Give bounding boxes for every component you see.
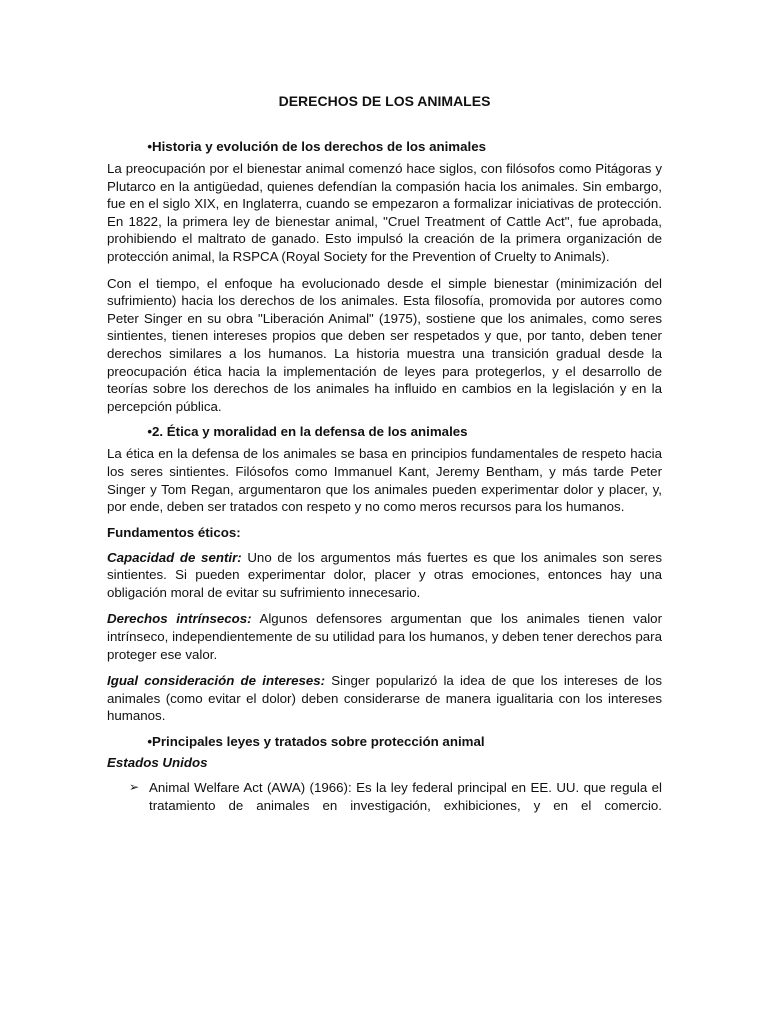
subheading-estados-unidos: Estados Unidos (107, 755, 208, 771)
section-heading-ethics (107, 424, 662, 439)
section-heading-history (107, 139, 662, 154)
page-title: DERECHOS DE LOS ANIMALES (278, 93, 491, 109)
term-text: Algunos defensores argumentan que los animales tienen valor intrínseco, independientemente de su utilidad para los humanos, y deben tener derechos para proteger ese valor. (107, 611, 662, 662)
term-igual-consideracion: Igual consideración de intereses: (107, 673, 326, 689)
bullet-icon: • (147, 734, 152, 750)
list-item-awa (107, 779, 662, 814)
paragraph-derechos-intrinsecos (107, 610, 662, 663)
term-text: Singer popularizó la idea de que los intereses de los animales (como evitar el dolor) deben considerarse de manera igualitaria con los intereses humanos. (107, 673, 662, 724)
paragraph-igual-consideracion (107, 672, 662, 725)
term-capacidad-sentir: Capacidad de sentir: (107, 549, 242, 565)
term-text: Uno de los argumentos más fuertes es que los animales son seres sintientes. Si pueden experimentar dolor, placer y otras emociones, entonces hay una obligación moral de evitar su sufrimiento innecesario. (107, 549, 662, 600)
paragraph-ethics-1: La ética en la defensa de los animales se basa en principios fundamentales de respeto hacia los seres sintientes. Filósofos como Immanuel Kant, Jeremy Bentham, y más tarde Peter Singer y Tom Regan, argumentaron que los animales pueden experimentar dolor y placer, y, por ende, deben ser tratados con respeto y no como meros recursos para los humanos. (107, 446, 662, 515)
paragraph-capacidad-sentir (107, 549, 662, 602)
term-derechos-intrinsecos: Derechos intrínsecos: (107, 611, 252, 627)
section-heading-text: 2. Ética y moralidad en la defensa de los animales (152, 424, 468, 440)
section-heading-text: Historia y evolución de los derechos de los animales (152, 139, 487, 154)
section-heading-laws (107, 734, 662, 749)
paragraph-history-1: La preocupación por el bienestar animal comenzó hace siglos, con filósofos como Pitágoras y Plutarco en la antigüedad, quienes defendían la compasión hacia los animales. Sin embargo, fue en el siglo XIX, en Inglaterra, cuando se empezaron a formalizar iniciativas de protección. En 1822, la primera ley de bienestar animal, "Cruel Treatment of Cattle Act", fue aprobada, prohibiendo el maltrato de ganado. Esto impulsó la creación de la primera organización de protección animal, la RSPCA (Royal Society for the Prevention of Cruelty to Animals). (107, 161, 662, 264)
subheading-fundamentos: Fundamentos éticos: (107, 524, 241, 540)
bullet-icon: • (147, 139, 152, 154)
bullet-icon: • (147, 424, 152, 440)
arrow-bullet-icon: ➢ (129, 780, 140, 795)
paragraph-history-2: Con el tiempo, el enfoque ha evolucionado desde el simple bienestar (minimización del sufrimiento) hacia los derechos de los animales. Esta filosofía, promovida por autores como Peter Singer en su obra "Liberación Animal" (1975), sostiene que los animales, como seres sintientes, tienen intereses propios que deben ser respetados y que, por tanto, deben tener derechos similares a los humanos. La historia muestra una transición gradual desde la preocupación ética hacia la implementación de leyes para protegerlos, y el desarrollo de teorías sobre los derechos de los animales ha influido en cambios en la legislación y en la percepción pública. (107, 275, 662, 414)
section-heading-text: Principales leyes y tratados sobre protección animal (152, 734, 485, 750)
list-item-text: Animal Welfare Act (AWA) (1966): Es la ley federal principal en EE. UU. que regula el tratamiento de animales en investigación, exhibiciones, y en el comercio. (149, 780, 662, 813)
